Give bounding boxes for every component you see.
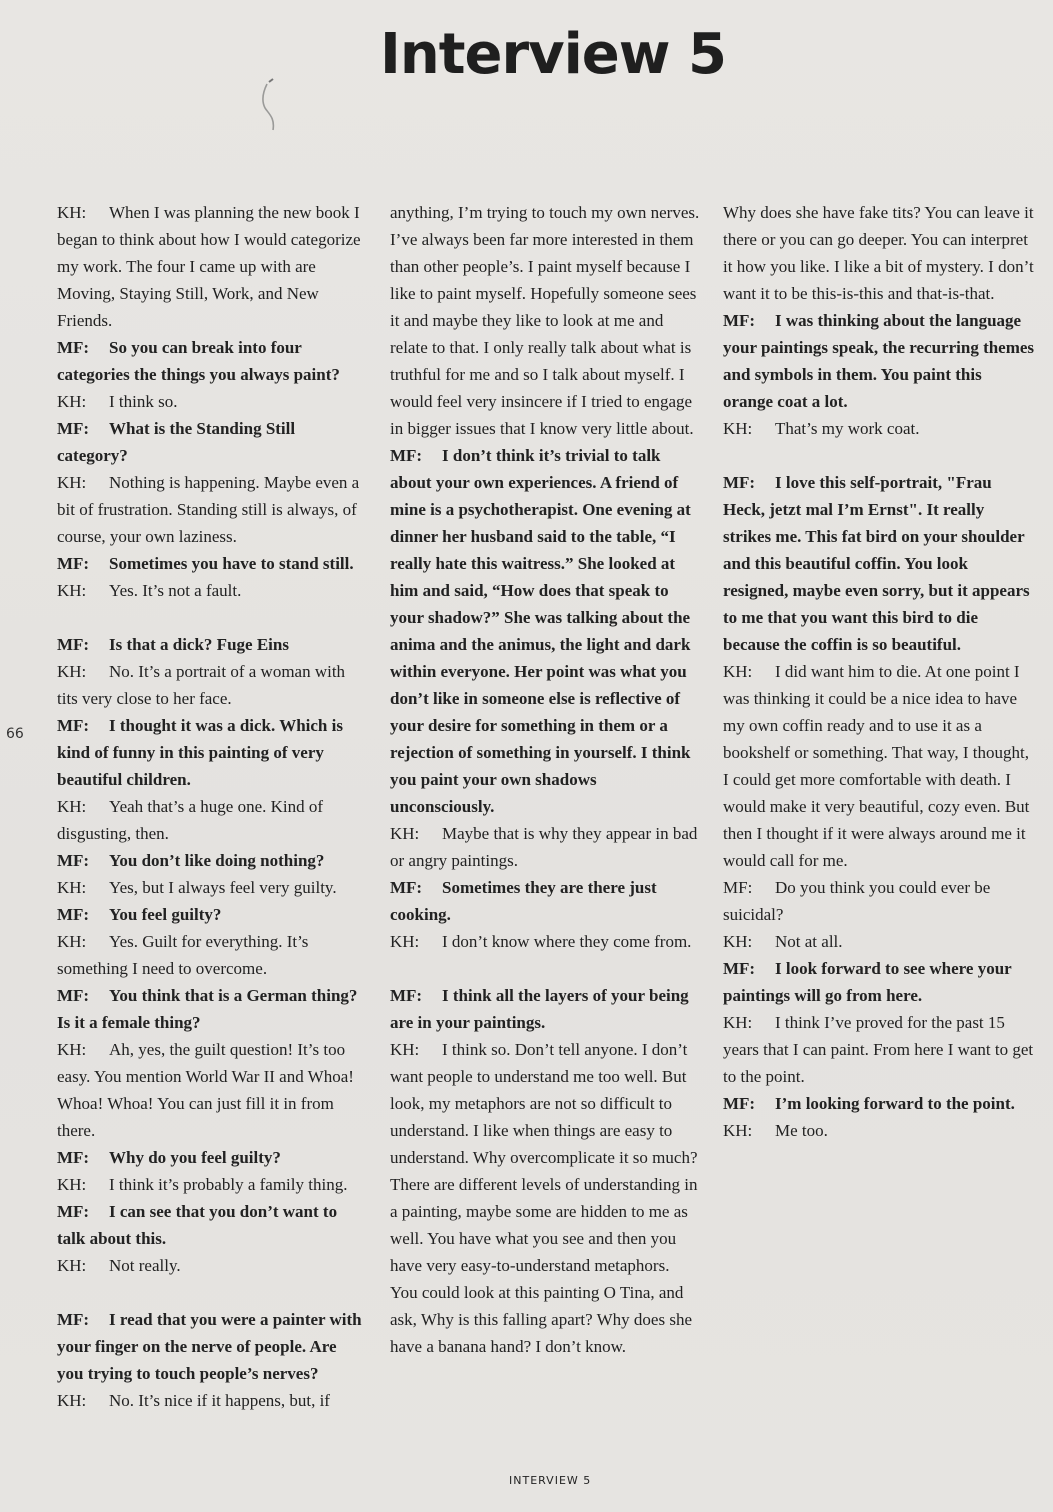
turn-text: I’m looking forward to the point. — [775, 1094, 1015, 1113]
interview-turn — [723, 1090, 1035, 1117]
page-number: 66 — [6, 726, 24, 742]
speaker-label: KH: — [723, 1013, 753, 1032]
turn-text: Sometimes you have to stand still. — [109, 554, 354, 573]
turn-text: When I was planning the new book I began to think about how I would categorize my work. The four I came up with are Moving, Staying Still, Work, and New Friends. — [57, 203, 361, 330]
turn-text: anything, I’m trying to touch my own nerves. I’ve always been far more interested in them than other people’s. I paint myself because I like to paint myself. Hopefully someone sees it and maybe they like to look at me and relate to that. I only really talk about what is truthful for me and so I talk about myself. I would feel very insincere if I tried to engage in bigger issues that I know very little about. — [390, 203, 700, 438]
turn-text: So you can break into four categories the things you always paint? — [57, 338, 340, 384]
interview-turn — [57, 982, 367, 1036]
turn-text: Ah, yes, the guilt question! It’s too easy. You mention World War II and Whoa! Whoa! Whoa! You can just fill it in from there. — [57, 1040, 354, 1140]
turn-text: I think I’ve proved for the past 15 years that I can paint. From here I want to get to the point. — [723, 1013, 1034, 1086]
turn-text: I can see that you don’t want to talk about this. — [57, 1202, 338, 1248]
turn-text: Yes, but I always feel very guilty. — [109, 878, 337, 897]
interview-turn — [57, 577, 367, 604]
pencil-mark-icon — [255, 78, 295, 138]
speaker-label: MF: — [57, 905, 90, 924]
speaker-label: KH: — [57, 473, 87, 492]
interview-turn — [57, 658, 367, 712]
interview-turn — [57, 1036, 367, 1144]
turn-text: Is that a dick? Fuge Eins — [109, 635, 289, 654]
speaker-label: MF: — [723, 473, 756, 492]
speaker-label: MF: — [57, 1148, 90, 1167]
turn-text: Why do you feel guilty? — [109, 1148, 281, 1167]
interview-turn — [723, 1009, 1035, 1090]
speaker-label: MF: — [57, 419, 90, 438]
speaker-label: KH: — [57, 581, 87, 600]
speaker-label: MF: — [723, 878, 753, 897]
speaker-label: MF: — [57, 986, 90, 1005]
speaker-label: MF: — [390, 446, 423, 465]
speaker-label: KH: — [57, 1391, 87, 1410]
speaker-label: KH: — [723, 1121, 753, 1140]
speaker-label: KH: — [57, 662, 87, 681]
interview-turn — [57, 469, 367, 550]
interview-turn — [57, 199, 367, 334]
interview-turn — [723, 874, 1035, 928]
speaker-label: KH: — [390, 824, 420, 843]
turn-text: Not really. — [109, 1256, 181, 1275]
interview-turn — [57, 631, 367, 658]
turn-text: I love this self-portrait, "Frau Heck, jetzt mal I’m Ernst". It really strikes me. This fat bird on your shoulder and this beautiful coffin. You look resigned, maybe even sorry, but it appears to me that you want this bird to die because the coffin is so beautiful. — [723, 473, 1030, 654]
turn-text: I think so. — [109, 392, 178, 411]
turn-text: Yes. Guilt for everything. It’s something I need to overcome. — [57, 932, 309, 978]
turn-text: That’s my work coat. — [775, 419, 920, 438]
turn-text: Maybe that is why they appear in bad or angry paintings. — [390, 824, 698, 870]
text-column-1 — [57, 199, 367, 1414]
turn-text: Do you think you could ever be suicidal? — [723, 878, 991, 924]
turn-text: I read that you were a painter with your finger on the nerve of people. Are you trying to touch people’s nerves? — [57, 1310, 362, 1383]
interview-turn — [57, 847, 367, 874]
interview-turn — [390, 874, 700, 928]
speaker-label: MF: — [57, 716, 90, 735]
turn-text: Yeah that’s a huge one. Kind of disgusting, then. — [57, 797, 324, 843]
speaker-label: KH: — [57, 1040, 87, 1059]
paragraph-gap — [723, 442, 1035, 469]
running-footer: INTERVIEW 5 — [509, 1474, 592, 1487]
speaker-label: KH: — [390, 932, 420, 951]
turn-text: I don’t think it’s trivial to talk about your own experiences. A friend of mine is a psychotherapist. One evening at dinner her husband said to the table, “I really hate this waitress.” She looked at him and said, “How does that speak to your shadow?” She was talking about the anima and the animus, the light and dark within everyone. Her point was what you don’t like in someone else is reflective of your desire for something in them or a rejection of something in yourself. I think you paint your own shadows unconsciously. — [390, 446, 691, 816]
interview-turn — [57, 1306, 367, 1387]
interview-turn — [390, 1036, 700, 1360]
speaker-label: MF: — [723, 959, 756, 978]
interview-turn — [57, 334, 367, 388]
interview-turn — [390, 928, 700, 955]
interview-turn — [723, 469, 1035, 658]
interview-turn — [390, 442, 700, 820]
turn-text: Me too. — [775, 1121, 828, 1140]
turn-text: What is the Standing Still category? — [57, 419, 296, 465]
turn-text: Yes. It’s not a fault. — [109, 581, 242, 600]
speaker-label: KH: — [390, 1040, 420, 1059]
interview-turn — [57, 712, 367, 793]
interview-turn — [723, 307, 1035, 415]
interview-turn — [57, 874, 367, 901]
speaker-label: MF: — [57, 1202, 90, 1221]
speaker-label: MF: — [57, 554, 90, 573]
speaker-label: MF: — [723, 1094, 756, 1113]
interview-turn — [57, 928, 367, 982]
interview-turn — [723, 199, 1035, 307]
interview-turn — [57, 550, 367, 577]
turn-text: I think all the layers of your being are in your paintings. — [390, 986, 689, 1032]
paragraph-gap — [57, 604, 367, 631]
interview-turn — [723, 658, 1035, 874]
turn-text: Nothing is happening. Maybe even a bit of frustration. Standing still is always, of course, your own laziness. — [57, 473, 360, 546]
speaker-label: KH: — [723, 419, 753, 438]
speaker-label: MF: — [390, 986, 423, 1005]
interview-turn — [723, 955, 1035, 1009]
speaker-label: KH: — [57, 1175, 87, 1194]
turn-text: You don’t like doing nothing? — [109, 851, 325, 870]
interview-turn — [723, 1117, 1035, 1144]
speaker-label: KH: — [723, 662, 753, 681]
page-title: Interview 5 — [380, 22, 726, 87]
turn-text: I thought it was a dick. Which is kind of funny in this painting of very beautiful children. — [57, 716, 343, 789]
text-column-3 — [723, 199, 1035, 1144]
paragraph-gap — [57, 1279, 367, 1306]
turn-text: I don’t know where they come from. — [442, 932, 692, 951]
turn-text: No. It’s nice if it happens, but, if — [109, 1391, 330, 1410]
interview-turn — [57, 388, 367, 415]
turn-text: Sometimes they are there just cooking. — [390, 878, 657, 924]
interview-turn — [390, 982, 700, 1036]
interview-turn — [57, 1252, 367, 1279]
turn-text: I think it’s probably a family thing. — [109, 1175, 348, 1194]
turn-text: I look forward to see where your paintings will go from here. — [723, 959, 1012, 1005]
interview-turn — [390, 199, 700, 442]
interview-turn — [57, 1144, 367, 1171]
speaker-label: KH: — [57, 203, 87, 222]
interview-turn — [57, 793, 367, 847]
interview-turn — [57, 1387, 367, 1414]
interview-turn — [57, 901, 367, 928]
turn-text: You think that is a German thing? Is it a female thing? — [57, 986, 358, 1032]
turn-text: You feel guilty? — [109, 905, 222, 924]
interview-turn — [723, 415, 1035, 442]
speaker-label: MF: — [57, 1310, 90, 1329]
speaker-label: KH: — [57, 878, 87, 897]
turn-text: I did want him to die. At one point I was thinking it could be a nice idea to have my own coffin ready and to use it as a bookshelf or something. That way, I thought, I could get more comfortable with death. I would make it very beautiful, cozy even. But then I thought if it were always around me it would call for me. — [723, 662, 1030, 870]
speaker-label: MF: — [57, 635, 90, 654]
interview-turn — [57, 1198, 367, 1252]
paragraph-gap — [390, 955, 700, 982]
text-column-2 — [390, 199, 700, 1360]
speaker-label: KH: — [57, 932, 87, 951]
turn-text: No. It’s a portrait of a woman with tits very close to her face. — [57, 662, 346, 708]
turn-text: I was thinking about the language your paintings speak, the recurring themes and symbols in them. You paint this orange coat a lot. — [723, 311, 1035, 411]
interview-turn — [57, 415, 367, 469]
speaker-label: KH: — [57, 1256, 87, 1275]
interview-turn — [57, 1171, 367, 1198]
interview-turn — [390, 820, 700, 874]
turn-text: I think so. Don’t tell anyone. I don’t want people to understand me too well. But look, my metaphors are not so difficult to understand. I like when things are easy to understand. Why overcomplicate it so much? There are different levels of understanding in a painting, maybe some are hidden to me as well. You have what you see and then you have very easy-to-understand metaphors. You could look at this painting O Tina, and ask, Why is this falling apart? Why does she have a banana hand? I don’t know. — [390, 1040, 698, 1356]
speaker-label: MF: — [390, 878, 423, 897]
speaker-label: MF: — [57, 851, 90, 870]
turn-text: Why does she have fake tits? You can leave it there or you can go deeper. You can interpret it how you like. I like a bit of mystery. I don’t want it to be this-is-this and that-is-that. — [723, 203, 1034, 303]
speaker-label: KH: — [723, 932, 753, 951]
speaker-label: KH: — [57, 797, 87, 816]
speaker-label: MF: — [57, 338, 90, 357]
speaker-label: MF: — [723, 311, 756, 330]
speaker-label: KH: — [57, 392, 87, 411]
turn-text: Not at all. — [775, 932, 843, 951]
interview-turn — [723, 928, 1035, 955]
